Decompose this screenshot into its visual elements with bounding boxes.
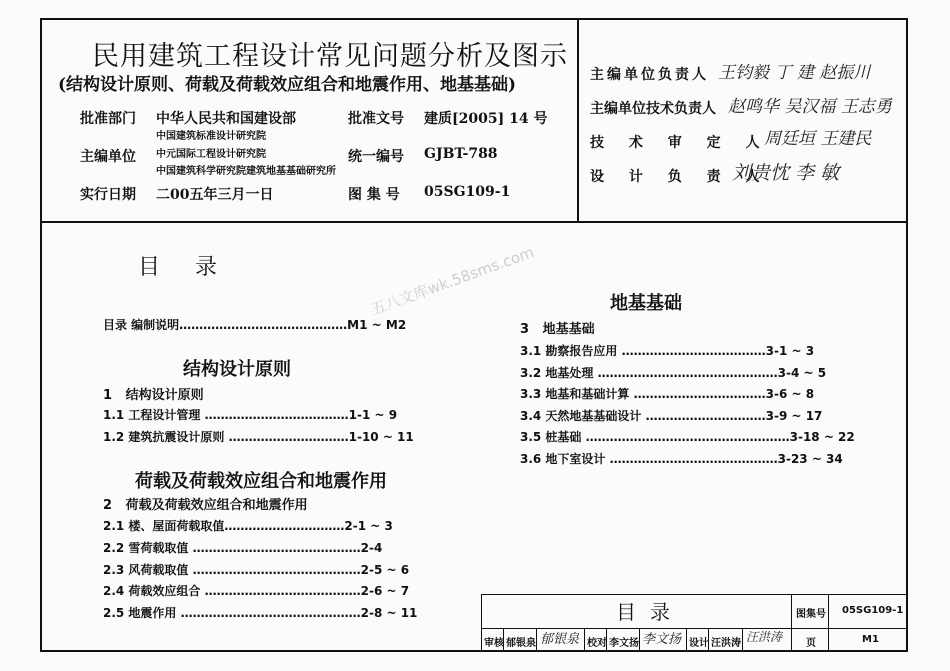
section-heading-2: 荷载及荷载效应组合和地震作用 — [135, 471, 387, 492]
title-block-title: 目录 — [616, 600, 684, 624]
unified-no-label: 统一编号 — [348, 149, 404, 165]
chapter-3: 3 地基基础 — [520, 322, 595, 337]
toc-item-2-3: 2.3 风荷载取值 ……………………………………2-5 ~ 6 — [103, 563, 410, 577]
responsible-label-3: 技 术 审 定 人 — [590, 135, 770, 151]
watermark: 五八文库wk.58sms.com — [368, 243, 537, 319]
approval-dept-label: 批准部门 — [80, 111, 136, 127]
title-block-atlas-no: 05SG109-1 — [842, 605, 904, 616]
check-label: 校对 — [587, 638, 607, 649]
toc-item-3-2: 3.2 地基处理 ………………………………………3-4 ~ 5 — [520, 366, 827, 380]
signature-2: 赵鸣华 吴汉福 王志勇 — [728, 97, 892, 117]
check-signature: 李文扬 — [642, 632, 682, 647]
approval-doc: 建质[2005] 14 号 — [424, 111, 548, 127]
signature-4: 刘贵忱 李 敏 — [732, 162, 840, 184]
responsible-label-2: 主编单位技术负责人 — [590, 101, 716, 117]
toc-item-2-1: 2.1 楼、屋面荷载取值…………………………2-1 ~ 3 — [103, 519, 393, 533]
title-block-atlas-label: 图集号 — [796, 609, 826, 620]
impl-date: 二00五年三月一日 — [156, 187, 274, 203]
editor-label: 主编单位 — [80, 149, 136, 165]
editor-unit-3: 中国建筑科学研究院建筑地基基础研究所 — [156, 166, 336, 177]
page-no: M1 — [862, 634, 879, 645]
designer: 汪洪涛 — [711, 638, 741, 649]
approval-dept: 中华人民共和国建设部 — [156, 111, 296, 127]
document-subtitle: (结构设计原则、荷载及荷载效应组合和地震作用、地基基础) — [58, 75, 517, 95]
page-label: 页 — [806, 638, 816, 649]
toc-item-1-1: 1.1 工程设计管理 ………………………………1-1 ~ 9 — [103, 408, 398, 422]
design-label: 设计 — [689, 638, 709, 649]
checker: 李文扬 — [609, 638, 639, 649]
atlas-no-label: 图 集 号 — [348, 187, 400, 203]
signature-3: 周廷垣 王建民 — [764, 129, 872, 149]
toc-title: 目 录 — [138, 255, 217, 280]
unified-no: GJBT-788 — [424, 146, 498, 162]
impl-date-label: 实行日期 — [80, 187, 136, 203]
document-title: 民用建筑工程设计常见问题分析及图示 — [92, 41, 568, 72]
toc-item-3-5: 3.5 桩基础 ……………………………………………3-18 ~ 22 — [520, 430, 855, 444]
header-divider — [40, 221, 908, 223]
toc-item-3-3: 3.3 地基和基础计算 ……………………………3-6 ~ 8 — [520, 387, 815, 401]
header-vertical-divider — [577, 18, 579, 221]
toc-item-3-1: 3.1 勘察报告应用 ………………………………3-1 ~ 3 — [520, 344, 815, 358]
review-signature: 郁银泉 — [540, 632, 580, 647]
review-label: 审核 — [484, 638, 504, 649]
signature-1: 王钧毅 丁 建 赵振川 — [718, 63, 871, 83]
approval-doc-label: 批准文号 — [348, 111, 404, 127]
design-signature: 汪洪涛 — [746, 630, 783, 644]
reviewer: 郁银泉 — [506, 638, 536, 649]
responsible-label-1: 主编单位负责人 — [590, 67, 709, 83]
toc-item-3-6: 3.6 地下室设计 ……………………………………3-23 ~ 34 — [520, 452, 843, 466]
toc-item-3-4: 3.4 天然地基基础设计 …………………………3-9 ~ 17 — [520, 409, 823, 423]
atlas-no: 05SG109-1 — [424, 184, 511, 200]
editor-unit-1: 中国建筑标准设计研究院 — [156, 131, 266, 142]
toc-item-2-5: 2.5 地震作用 ………………………………………2-8 ~ 11 — [103, 606, 418, 620]
section-heading-3: 地基基础 — [610, 293, 682, 314]
chapter-2: 2 荷载及荷载效应组合和地震作用 — [103, 498, 308, 513]
section-heading-1: 结构设计原则 — [183, 359, 291, 380]
toc-intro: 目录 编制说明……………………………………M1 ~ M2 — [103, 318, 407, 332]
toc-item-1-2: 1.2 建筑抗震设计原则 …………………………1-10 ~ 11 — [103, 430, 414, 444]
chapter-1: 1 结构设计原则 — [103, 388, 204, 403]
toc-item-2-2: 2.2 雪荷载取值 ……………………………………2-4 — [103, 541, 383, 555]
editor-unit-2: 中元国际工程设计研究院 — [156, 149, 266, 160]
responsible-label-4: 设 计 负 责 人 — [590, 169, 770, 185]
toc-item-2-4: 2.4 荷载效应组合 …………………………………2-6 ~ 7 — [103, 584, 410, 598]
